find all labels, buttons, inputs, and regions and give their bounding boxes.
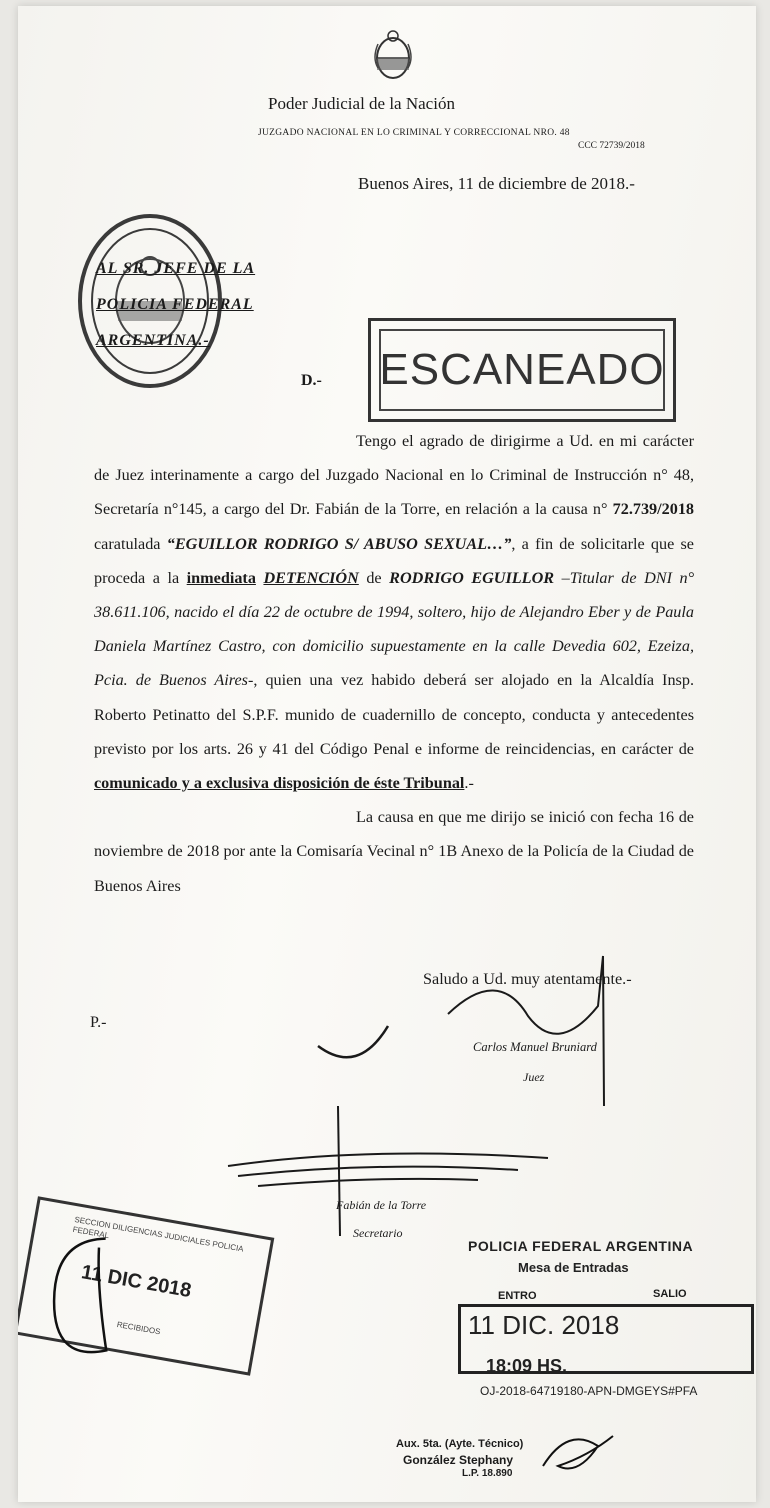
paragraph-2: La causa en que me dirijo se inició con fecha 16 de noviembre de 2018 por ante la Comisaría Vecinal n° 1B Anexo de la Policía de la Ciudad de Buenos Aires bbox=[94, 808, 694, 895]
police-stamp-time: 18:09 HS. bbox=[486, 1356, 568, 1376]
header-title: Poder Judicial de la Nación bbox=[268, 94, 455, 113]
judge-name: Carlos Manuel Bruniard bbox=[473, 1040, 597, 1054]
document-page bbox=[18, 6, 756, 1502]
police-stamp-date: 11 DIC. 2018 bbox=[468, 1310, 620, 1340]
date-stamp-header: SECCION DILIGENCIAS JUDICIALES POLICIA FEDERAL bbox=[71, 1214, 244, 1254]
addressee-line-3: ARGENTINA.- bbox=[96, 332, 210, 349]
date-stamp-footer: RECIBIDOS bbox=[116, 1319, 162, 1337]
aux-line-1: Aux. 5ta. (Ayte. Técnico) bbox=[396, 1438, 524, 1450]
closing: Saludo a Ud. muy atentamente.- bbox=[423, 970, 632, 988]
secretary-signature-icon bbox=[218, 1106, 558, 1246]
aux-line-2: González Stephany bbox=[403, 1453, 514, 1467]
aux-signature-icon bbox=[538, 1426, 618, 1486]
scanned-stamp-text: ESCANEADO bbox=[379, 345, 665, 394]
aux-line-3: L.P. 18.890 bbox=[462, 1468, 513, 1479]
date-line: Buenos Aires, 11 de diciembre de 2018.- bbox=[358, 174, 635, 193]
judge-title: Juez bbox=[523, 1070, 545, 1084]
police-stamp-subtitle: Mesa de Entradas bbox=[518, 1260, 629, 1275]
secretary-name: Fabián de la Torre bbox=[336, 1198, 427, 1212]
d-label: D.- bbox=[301, 372, 322, 389]
expediente-number: OJ-2018-64719180-APN-DMGEYS#PFA bbox=[480, 1384, 698, 1398]
letter-body bbox=[94, 424, 694, 903]
judge-signature-icon bbox=[298, 946, 658, 1116]
police-entry-stamp bbox=[438, 1226, 756, 1426]
secretary-title: Secretario bbox=[353, 1226, 403, 1240]
argentina-crest-icon bbox=[368, 28, 418, 84]
addressee-line-1: AL SR. JEFE DE LA bbox=[96, 260, 256, 277]
paragraph-1: Tengo el agrado de dirigirme a Ud. en mi carácter de Juez interinamente a cargo del Juzgado Nacional en lo Criminal de Instrucción n° 48, Secretaría n°145, a cargo del Dr. Fabián de la Torre, en relación a la causa n° 72.739/2018 caratulada “EGUILLOR RODRIGO S/ ABUSO SEXUAL…”, a fin de solicitarle que se proceda a la inmediata DETENCIÓN de RODRIGO EGUILLOR –Titular de DNI n° 38.611.106, nacido el día 22 de octubre de 1994, soltero, hijo de Alejandro Eber y de Paula Daniela Martínez Castro, con domicilio supuestamente en la calle Devedia 602, Ezeiza, Pcia. de Buenos Aires-, quien una vez habido deberá ser alojado en la Alcaldía Insp. Roberto Petinatto del S.P.F. munido de cuadernillo de concepto, conducta y antecedentes previsto por los arts. 26 y 41 del Código Penal e informe de reincidencias, en carácter de comunicado y a exclusiva disposición de éste Tribunal.- bbox=[94, 432, 695, 793]
court-name: JUZGADO NACIONAL EN LO CRIMINAL Y CORRECCIONAL NRO. 48 bbox=[258, 128, 570, 138]
police-stamp-entro: ENTRO bbox=[498, 1290, 537, 1302]
police-stamp-salio: SALIO bbox=[653, 1288, 687, 1300]
case-code: CCC 72739/2018 bbox=[578, 141, 645, 151]
police-stamp-title: POLICIA FEDERAL ARGENTINA bbox=[468, 1238, 694, 1254]
p-label: P.- bbox=[90, 1014, 107, 1031]
scanned-stamp bbox=[368, 318, 676, 422]
addressee-line-2: POLICIA FEDERAL bbox=[96, 296, 254, 313]
date-stamp-date: 11 DIC 2018 bbox=[79, 1261, 193, 1303]
